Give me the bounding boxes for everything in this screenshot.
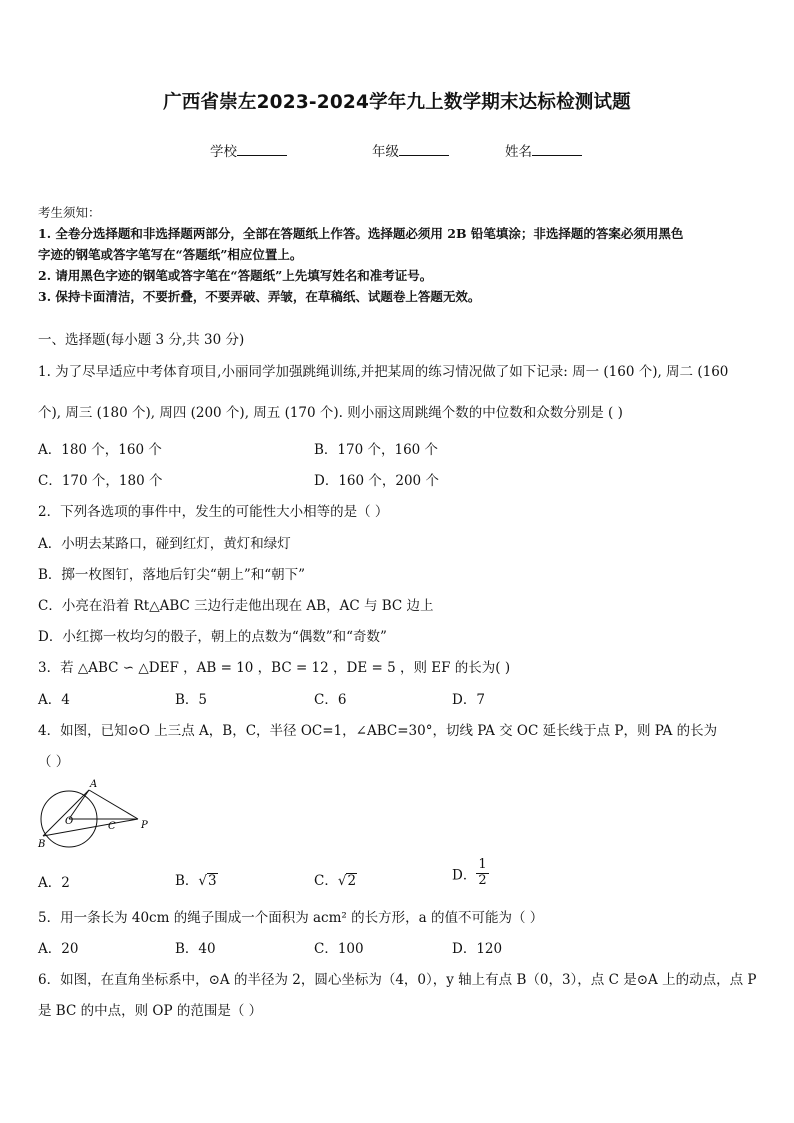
label-a: A bbox=[90, 779, 98, 790]
notice-item-2: 2. 请用黑色字迹的钢笔或答字笔在“答题纸”上先填写姓名和准考证号。 bbox=[38, 268, 433, 283]
q4-option-b[interactable] bbox=[175, 869, 218, 889]
q3-option-d[interactable]: D．7 bbox=[452, 692, 485, 708]
q4-option-c-radicand: 2 bbox=[347, 873, 357, 889]
q2-option-d[interactable]: D．小红掷一枚均匀的骰子，朝上的点数为“偶数”和“奇数” bbox=[38, 629, 387, 645]
notice-item-3: 3. 保持卡面清洁，不要折叠，不要弄破、弄皱，在草稿纸、试题卷上答题无效。 bbox=[38, 289, 481, 304]
section-heading: 一、选择题(每小题 3 分,共 30 分) bbox=[38, 332, 245, 348]
grade-label: 年级 bbox=[372, 144, 399, 160]
q5-option-a[interactable]: A．20 bbox=[38, 941, 79, 957]
q4-option-b-radicand: 3 bbox=[208, 873, 217, 889]
notice-heading: 考生须知： bbox=[38, 205, 101, 220]
q2-option-a[interactable]: A．小明去某路口，碰到红灯，黄灯和绿灯 bbox=[38, 536, 291, 552]
q1-stem-line2: 个), 周三 (180 个), 周四 (200 个), 周五 (170 个). 则小丽这周跳绳个数的中位数和众数分别是 ( ) bbox=[38, 405, 623, 421]
q4-option-c[interactable] bbox=[314, 869, 357, 889]
label-o: O bbox=[65, 816, 74, 827]
notice-item-1-cont: 字迹的钢笔或答字笔写在“答题纸”相应位置上。 bbox=[38, 247, 303, 262]
grade-blank[interactable] bbox=[399, 143, 449, 156]
q6-stem-line1: 6．如图，在直角坐标系中，⊙A 的半径为 2，圆心坐标为（4，0），y 轴上有点 B（0，3），点 C 是⊙A 上的动点，点 P bbox=[38, 972, 757, 988]
q3-stem: 3．若 △ABC ∽ △DEF ，AB = 10 ，BC = 12 ，DE = 5 ，则 EF 的长为( ) bbox=[38, 660, 511, 676]
q5-option-b[interactable]: B．40 bbox=[175, 941, 216, 957]
q4-stem-line1: 4．如图，已知⊙O 上三点 A，B，C，半径 OC=1，∠ABC=30°，切线 PA 交 OC 延长线于点 P，则 PA 的长为 bbox=[38, 723, 718, 739]
q3-option-a[interactable]: A．4 bbox=[38, 692, 70, 708]
q4-circle-figure bbox=[34, 776, 164, 852]
q5-option-d[interactable]: D．120 bbox=[452, 941, 503, 957]
q1-stem-line1: 1. 为了尽早适应中考体育项目,小丽同学加强跳绳训练,并把某周的练习情况做了如下记录: 周一 (160 个), 周二 (160 bbox=[38, 364, 729, 380]
q4-option-d-fraction bbox=[476, 858, 488, 889]
q6-stem-line2: 是 BC 的中点，则 OP 的范围是（ ） bbox=[38, 1003, 263, 1019]
label-p: P bbox=[141, 820, 148, 831]
q4-option-b-prefix: B． bbox=[175, 873, 199, 889]
q4-stem-line2: （ ） bbox=[38, 754, 70, 770]
fraction-numerator: 1 bbox=[478, 857, 487, 872]
school-blank[interactable] bbox=[237, 143, 287, 156]
name-label: 姓名 bbox=[505, 144, 532, 160]
name-blank[interactable] bbox=[532, 143, 582, 156]
notice-item-1: 1. 全卷分选择题和非选择题两部分，全部在答题纸上作答。选择题必须用 2B 铅笔填涂；非选择题的答案必须用黑色 bbox=[38, 226, 684, 241]
grade-field bbox=[372, 140, 449, 160]
segment-oa bbox=[69, 790, 89, 819]
q2-stem: 2．下列各选项的事件中，发生的可能性大小相等的是（ ） bbox=[38, 504, 389, 520]
q1-option-d[interactable]: D．160 个，200 个 bbox=[314, 473, 439, 489]
page-title: 广西省崇左2023-2024学年九上数学期末达标检测试题 bbox=[163, 92, 631, 113]
q1-option-a[interactable]: A．180 个，160 个 bbox=[38, 442, 162, 458]
sqrt-symbol: √ bbox=[337, 873, 347, 889]
school-label: 学校 bbox=[210, 144, 237, 160]
label-b: B bbox=[38, 839, 46, 850]
school-field bbox=[210, 140, 287, 160]
q3-option-c[interactable]: C．6 bbox=[314, 692, 347, 708]
q4-option-d-prefix: D． bbox=[452, 867, 477, 884]
q5-option-c[interactable]: C．100 bbox=[314, 941, 364, 957]
q1-option-c[interactable]: C．170 个，180 个 bbox=[38, 473, 163, 489]
fraction-denominator: 2 bbox=[478, 872, 487, 888]
q4-option-d[interactable] bbox=[452, 858, 489, 889]
q1-option-b[interactable]: B．170 个，160 个 bbox=[314, 442, 439, 458]
q3-option-b[interactable]: B．5 bbox=[175, 692, 208, 708]
q4-option-c-prefix: C． bbox=[314, 873, 338, 889]
q2-option-c[interactable]: C．小亮在沿着 Rt△ABC 三边行走他出现在 AB，AC 与 BC 边上 bbox=[38, 598, 434, 614]
name-field bbox=[505, 140, 582, 160]
q4-option-a[interactable]: A．2 bbox=[38, 875, 70, 891]
q5-stem: 5．用一条长为 40cm 的绳子围成一个面积为 acm² 的长方形，a 的值不可能为（ ） bbox=[38, 910, 544, 926]
q2-option-b[interactable]: B．掷一枚图钉，落地后钉尖“朝上”和“朝下” bbox=[38, 567, 306, 583]
sqrt-symbol: √ bbox=[198, 873, 208, 889]
label-c: C bbox=[108, 821, 116, 832]
